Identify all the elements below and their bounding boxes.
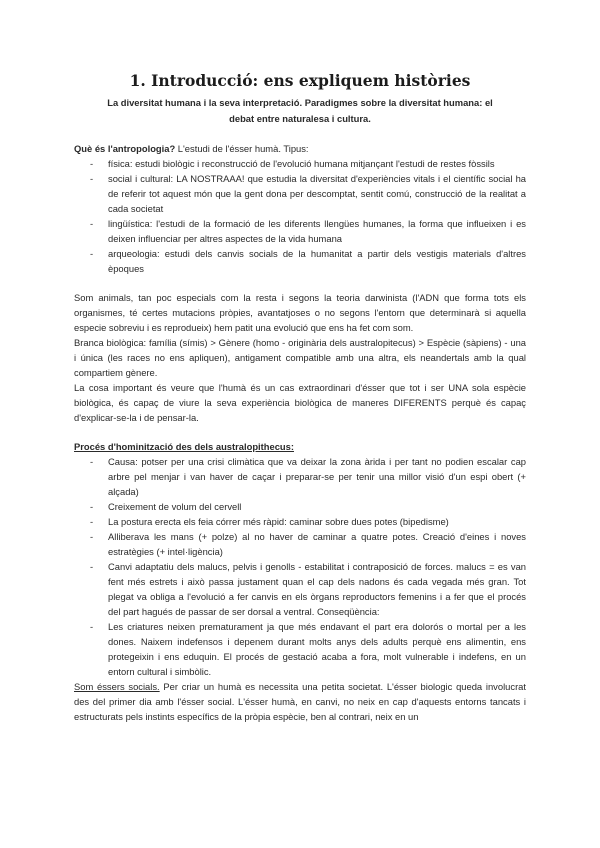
paragraph-branch: Branca biològica: família (símis) > Gènere (homo - originària dels australopitecus) > Espècie (sàpiens) - una i única (les races no ens apliquen), antigament compatible amb una altra, els neandertals amb la qual compartiem gènere. [74, 337, 526, 378]
anthropology-heading-rest: L'estudi de l'ésser humà. Tipus: [175, 143, 309, 154]
hominization-heading: Procés d'hominització des dels australopithecus: [74, 441, 294, 452]
list-item: - física: estudi biològic i reconstrucció de l'evolució humana mitjançant l'estudi de restes fòssils [74, 156, 526, 171]
list-item: - Alliberava les mans (+ polze) al no haver de caminar a quatre potes. Creació d'eines i noves estratègies (+ intel·ligència) [74, 529, 526, 559]
page-title: 1. Introducció: ens expliquem històries [129, 71, 471, 90]
list-item: - Les criatures neixen prematurament ja que més endavant el part era dolorós o mortal per a les dones. Naixem indefensos i depenem durant molts anys dels adults perquè ens alimentin, ens protegeixin i ens eduquin. El procés de gestació acaba a fora, molt vulnerable i indefens, en un entorn cultural i simbòlic. [74, 619, 526, 679]
closing-paragraph [74, 679, 526, 724]
anthropology-heading: Què és l'antropologia? [74, 143, 176, 154]
closing-text: Per criar un humà es necessita una petita societat. L'ésser biologic queda involucrat des del primer dia amb l'ésser social. L'ésser humà, en canvi, no neix en cap d'aquests entorns tancats i estructurats pels instints específics de la pròpia espècie, ben al contrari, neix en un [74, 681, 527, 722]
list-item: - social i cultural: LA NOSTRAAA! que estudia la diversitat d'experiències vitals i el científic social ha de referir tot aquest món que la gent dona per descomptat, sentit comú, construcció de la realitat a cada societat [74, 171, 526, 216]
list-item: - Causa: potser per una crisi climàtica que va deixar la zona àrida i per tant no podien escalar cap arbre pel menjar i van haver de caçar i preparar-se per tenir una millor visió d'un espi obert (+ alçada) [74, 454, 526, 499]
page-subtitle: La diversitat humana i la seva interpretació. Paradigmes sobre la diversitat humana: el debat entre naturalesa i cultura. [107, 97, 493, 124]
anthropology-intro [74, 141, 526, 156]
list-item: - Canvi adaptatiu dels malucs, pelvis i genolls - estabilitat i contraposició de forces. malucs = es van fent més estrets i això passa justament quan el cap dels nadons és cada vegada més gran. Tot plegat va obliga a l'evolució a fer canvis en els òrgans reproductors femenins i a fer que el procés del part hagués de passar de ser dorsal a ventral. Conseqüència: [74, 559, 526, 619]
list-item: - La postura erecta els feia córrer més ràpid: caminar sobre dues potes (bipedisme) [74, 514, 526, 529]
social-beings-phrase: Som éssers socials. [74, 681, 160, 692]
list-item: - lingüística: l'estudi de la formació de les diferents llengües humanes, la forma que influeixen i es deixen influenciar per altres aspectes de la vida humana [74, 216, 526, 246]
anthropology-types-list [74, 156, 526, 276]
paragraph-important: La cosa important és veure que l'humà és un cas extraordinari d'ésser que tot i ser UNA sola espècie biològica, és capaç de viure la seva experiència biològica de maneres DIFERENTS perquè és capaç d'explicar-se-la i de pensar-la. [74, 382, 526, 423]
paragraph-evolution: Som animals, tan poc especials com la resta i segons la teoria darwinista (l'ADN que forma tots els organismes, té certes mutacions pròpies, avantatjoses o no segons l'entorn que determinarà si aquella especie sobreviu i es reprodueix) hem patit una evolució que ens ha fet com som. [74, 292, 526, 333]
list-item: - Creixement de volum del cervell [74, 499, 526, 514]
hominization-list [74, 454, 526, 679]
list-item: - arqueologia: estudi dels canvis socials de la humanitat a partir dels vestigis materials d'altres èpoques [74, 246, 526, 276]
